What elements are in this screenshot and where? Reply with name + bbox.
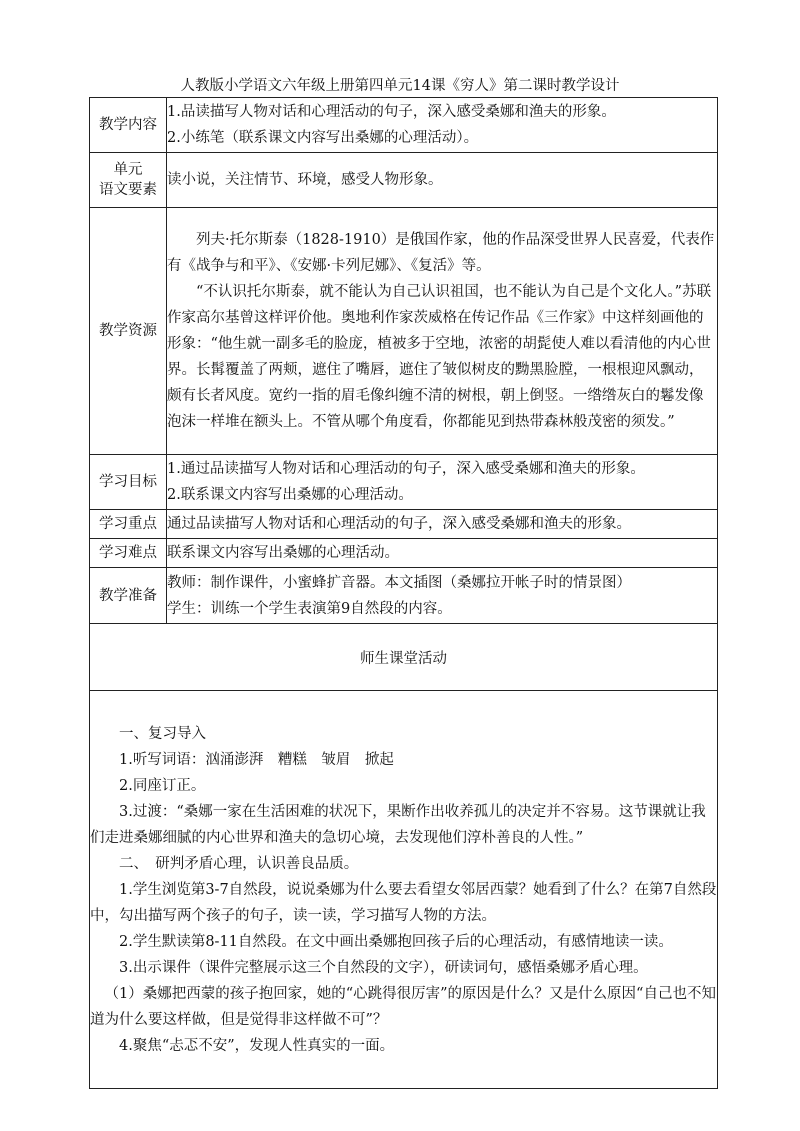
activity-section-1: 一、复习导入 [119, 725, 206, 742]
activity-section-2: 二、 研判矛盾心理，认识善良品质。 [119, 855, 359, 872]
document-title: 人教版小学语文六年级上册第四单元14课《穷人》第二课时教学设计 [180, 78, 620, 94]
goals-line-1: 1.通过品读描写人物对话和心理活动的句子，深入感受桑娜和渔夫的形象。 [167, 461, 645, 477]
cell-difficulty: 联系课文内容写出桑娜的心理活动。 [167, 539, 718, 568]
content-line-2: 2.小练笔（联系课文内容写出桑娜的心理活动）。 [167, 130, 479, 146]
cell-activities [90, 691, 718, 1089]
row-teaching-content [90, 98, 718, 153]
goals-line-2: 2.联系课文内容写出桑娜的心理活动。 [167, 487, 413, 503]
lesson-plan-table [89, 97, 718, 1089]
row-activities [90, 691, 718, 1089]
label-difficulty: 学习难点 [90, 539, 167, 568]
cell-key-point: 通过品读描写人物对话和心理活动的句子，深入感受桑娜和渔夫的形象。 [167, 510, 718, 539]
activity-item: 1.听写词语：汹涌澎湃 糟糕 皱眉 掀起 [119, 751, 394, 768]
label-preparation: 教学准备 [90, 568, 167, 624]
row-activity-header [90, 624, 718, 691]
cell-learning-goals [167, 455, 718, 510]
label-unit-elements [90, 153, 167, 208]
activity-item: 1.学生浏览第3-7自然段，说说桑娜为什么要去看望女邻居西蒙？她看到了什么？在第7自然段中，勾出描写两个孩子的句子，读一读，学习描写人物的方法。 [90, 881, 717, 924]
row-key-point [90, 510, 718, 539]
row-preparation [90, 568, 718, 624]
activity-item: 3.出示课件（课件完整展示这三个自然段的文字），研读词句，感悟桑娜矛盾心理。 [119, 959, 648, 976]
cell-unit-elements: 读小说，关注情节、环境，感受人物形象。 [167, 153, 718, 208]
cell-teaching-resources [167, 208, 718, 455]
cell-preparation [167, 568, 718, 624]
label-teaching-content: 教学内容 [90, 98, 167, 153]
preparation-line-2: 学生：训练一个学生表演第9自然段的内容。 [167, 600, 452, 617]
activity-header: 师生课堂活动 [90, 624, 718, 691]
row-difficulty [90, 539, 718, 568]
activity-item: 4.聚焦“忐忑不安”，发现人性真实的一面。 [119, 1037, 395, 1054]
row-unit-elements [90, 153, 718, 208]
label-key-point: 学习重点 [90, 510, 167, 539]
activity-item: 3.过渡：“桑娜一家在生活困难的状况下，果断作出收养孤儿的决定并不容易。这节课就让我们走进桑娜细腻的内心世界和渔夫的急切心境，去发现他们淳朴善良的人性。” [90, 803, 706, 846]
label-learning-goals: 学习目标 [90, 455, 167, 510]
label-unit-elements-line1: 单元 [113, 162, 143, 178]
row-teaching-resources [90, 208, 718, 455]
label-unit-elements-line2: 语文要素 [99, 182, 157, 198]
preparation-line-1: 教师：制作课件，小蜜蜂扩音器。本文插图（桑娜拉开帐子时的情景图） [167, 574, 631, 591]
content-line-1: 1.品读描写人物对话和心理活动的句子，深入感受桑娜和渔夫的形象。 [167, 104, 616, 120]
row-learning-goals [90, 455, 718, 510]
resources-paragraph-1: 列夫·托尔斯泰（1828-1910）是俄国作家，他的作品深受世界人民喜爱，代表作有《战争与和平》、《安娜·卡列尼娜》、《复活》等。 [167, 232, 715, 274]
label-teaching-resources: 教学资源 [90, 208, 167, 455]
activity-item: 2.学生默读第8-11自然段。在文中画出桑娜抱回孩子后的心理活动，有感情地读一读。 [119, 933, 673, 950]
cell-teaching-content [167, 98, 718, 153]
activity-subitem: （1）桑娜把西蒙的孩子抱回家，她的“心跳得很厉害”的原因是什么？又是什么原因“自己也不知道为什么要这样做，但是觉得非这样做不可”？ [90, 985, 716, 1028]
activity-item: 2.同座订正。 [119, 777, 206, 794]
resources-paragraph-2: “不认识托尔斯泰，就不能认为自己认识祖国，也不能认为自己是个文化人。”苏联作家高尔基曾这样评价他。奥地利作家茨威格在传记作品《三作家》中这样刻画他的形象：“他生就一副多毛的脸庞，植被多于空地，浓密的胡髭使人难以看清他的内心世界。长髯覆盖了两颊，遮住了嘴唇，遮住了皱似树皮的黝黑脸膛，一根根迎风飘动，颇有长者风度。宽约一指的眉毛像纠缠不清的树根，朝上倒竖。一绺绺灰白的鬈发像泡沫一样堆在额头上。不管从哪个角度看，你都能见到热带森林般茂密的须发。” [167, 284, 712, 430]
